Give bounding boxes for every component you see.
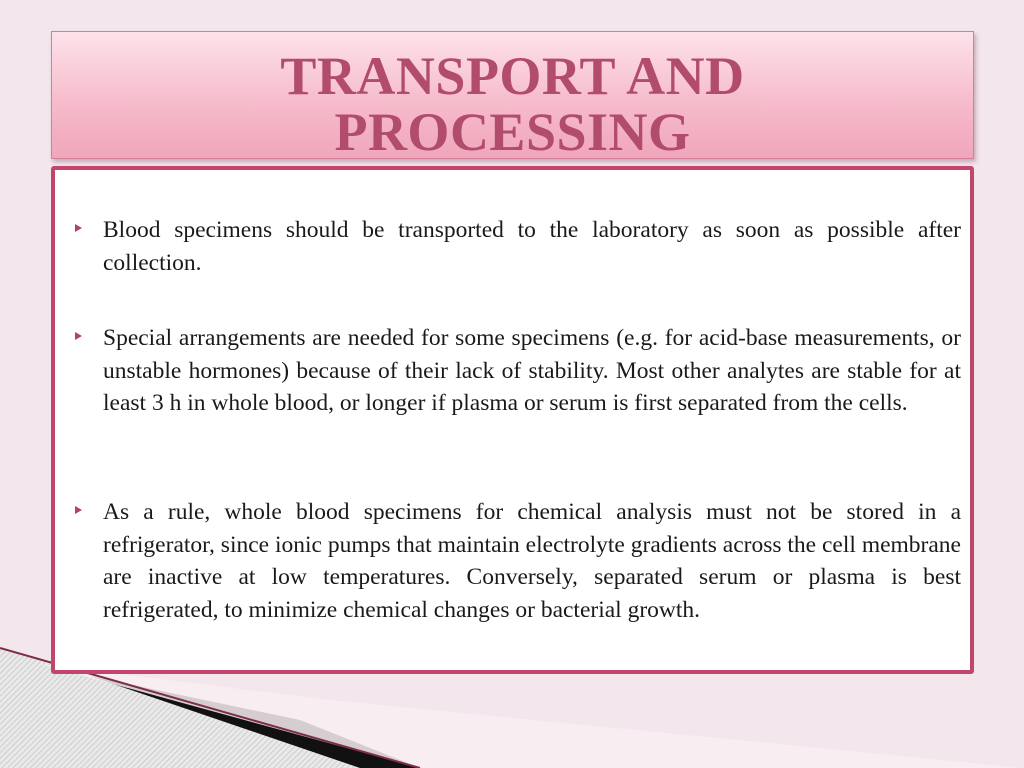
title-line-2: PROCESSING [334,102,691,162]
bullet-text: Blood specimens should be transported to the laboratory as soon as possible after collection. [103,217,961,276]
triangle-bullet-icon [75,332,82,340]
triangle-bullet-icon [75,506,82,514]
bullet-text: As a rule, whole blood specimens for chemical analysis must not be stored in a refrigerator, since ionic pumps that maintain electrolyte gradients across the cell membrane are inactive at low temperatures. Conversely, separated serum or plasma is best refrigerated, to minimize chemical changes or bacterial growth. [103,499,961,623]
bullet-text: Special arrangements are needed for some specimens (e.g. for acid-base measurements, or unstable hormones) because of their lack of stability. Most other analytes are stable for at least 3 h in whole blood, or longer if plasma or serum is first separated from the cells. [103,325,961,417]
triangle-bullet-icon [75,224,82,232]
slide-title [52,48,973,160]
content-panel [51,166,974,674]
title-banner [51,31,974,162]
title-line-1: TRANSPORT AND [280,46,745,106]
